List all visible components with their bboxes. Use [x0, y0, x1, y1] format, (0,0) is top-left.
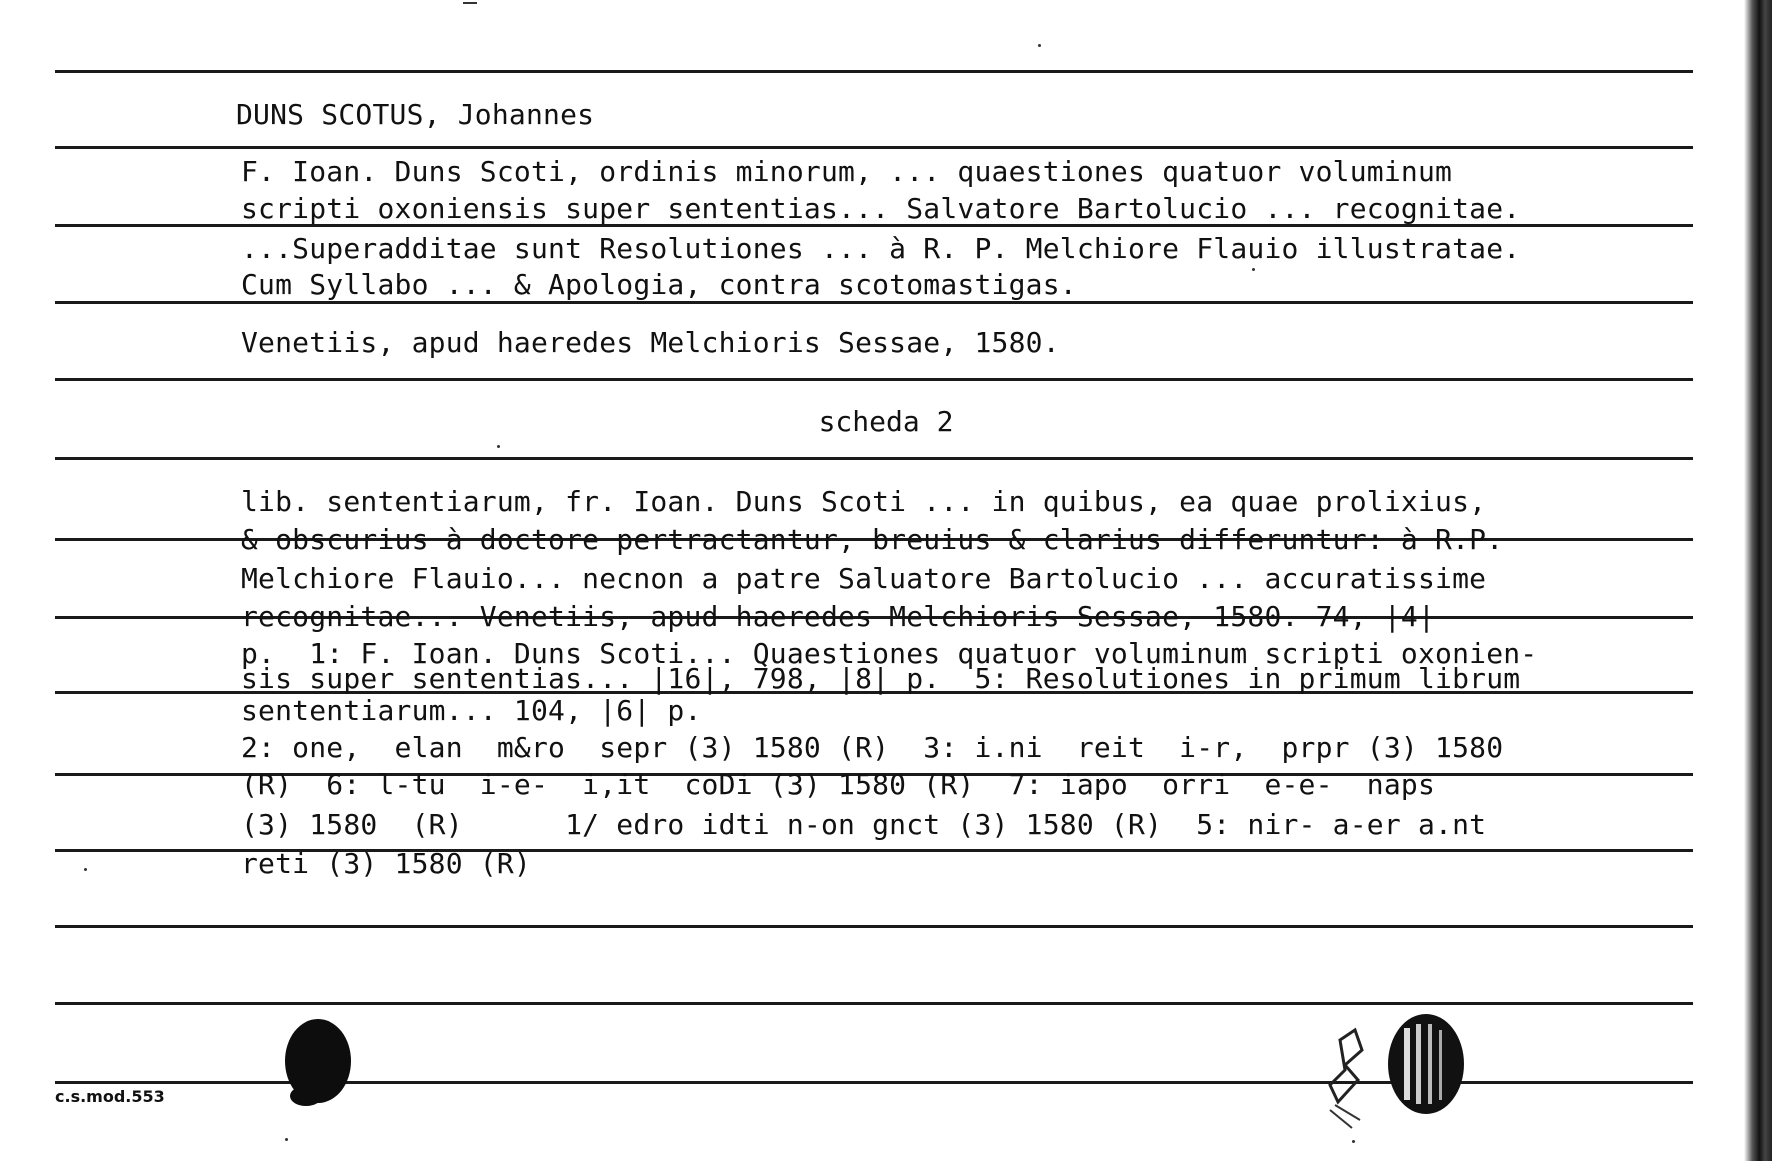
ruled-line	[55, 457, 1693, 460]
speck	[463, 2, 477, 4]
speck	[84, 868, 87, 871]
title-line: scripti oxoniensis super sententias... Salvatore Bartolucio ... recognitae.	[241, 192, 1521, 225]
form-code: c.s.mod.553	[55, 1087, 165, 1106]
title-line: Cum Syllabo ... & Apologia, contra scotomastigas.	[241, 268, 1077, 301]
ruled-line	[55, 146, 1693, 149]
description-line: Melchiore Flauio... necnon a patre Saluatore Bartolucio ... accuratissime	[241, 562, 1487, 595]
page-edge-shadow	[1744, 0, 1772, 1161]
punch-hole-icon	[1300, 1010, 1470, 1140]
description-line: sententiarum... 104, |6| p.	[241, 694, 702, 727]
speck	[497, 445, 500, 448]
card-label: scheda 2	[818, 405, 954, 438]
description-line: & obscurius à doctore pertractantur, breuius & clarius differuntur: à R.P.	[241, 523, 1504, 556]
imprint: Venetiis, apud haeredes Melchioris Sessae, 1580.	[241, 326, 1060, 359]
title-line: ...Superadditae sunt Resolutiones ... à R. P. Melchiore Flauio illustratae.	[241, 232, 1521, 265]
speck	[285, 1138, 288, 1141]
speck	[1252, 268, 1255, 271]
title-line: F. Ioan. Duns Scoti, ordinis minorum, ... quaestiones quatuor voluminum	[241, 155, 1453, 188]
description-line: lib. sententiarum, fr. Ioan. Duns Scoti ... in quibus, ea quae prolixius,	[241, 485, 1487, 518]
description-line: reti (3) 1580 (R)	[241, 847, 531, 880]
description-line: sis super sententias... |16|, 798, |8| p. 5: Resolutiones in primum librum	[241, 662, 1521, 695]
ruled-line	[55, 70, 1693, 73]
ruled-line	[55, 1002, 1693, 1005]
author-heading: DUNS SCOTUS, Johannes	[236, 98, 595, 131]
speck	[1038, 44, 1041, 47]
punch-hole-icon	[276, 1014, 356, 1114]
description-line: (R) 6: l-tu i-e- i,it coDi (3) 1580 (R) 7: iapo orri e-e- naps	[241, 768, 1436, 801]
ruled-line	[55, 925, 1693, 928]
ruled-line	[55, 378, 1693, 381]
speck	[1352, 1140, 1355, 1143]
description-line: 2: one, elan m&ro sepr (3) 1580 (R) 3: i.ni reit i-r, prpr (3) 1580	[241, 731, 1504, 764]
description-line: (3) 1580 (R) 1/ edro idti n-on gnct (3) 1580 (R) 5: nir- a-er a.nt	[241, 808, 1487, 841]
description-line: p. 1: F. Ioan. Duns Scoti... Quaestiones quatuor voluminum scripti oxonien-	[241, 637, 1538, 670]
description-line: recognitae... Venetiis, apud haeredes Melchioris Sessae, 1580. 74, |4|	[241, 600, 1436, 633]
